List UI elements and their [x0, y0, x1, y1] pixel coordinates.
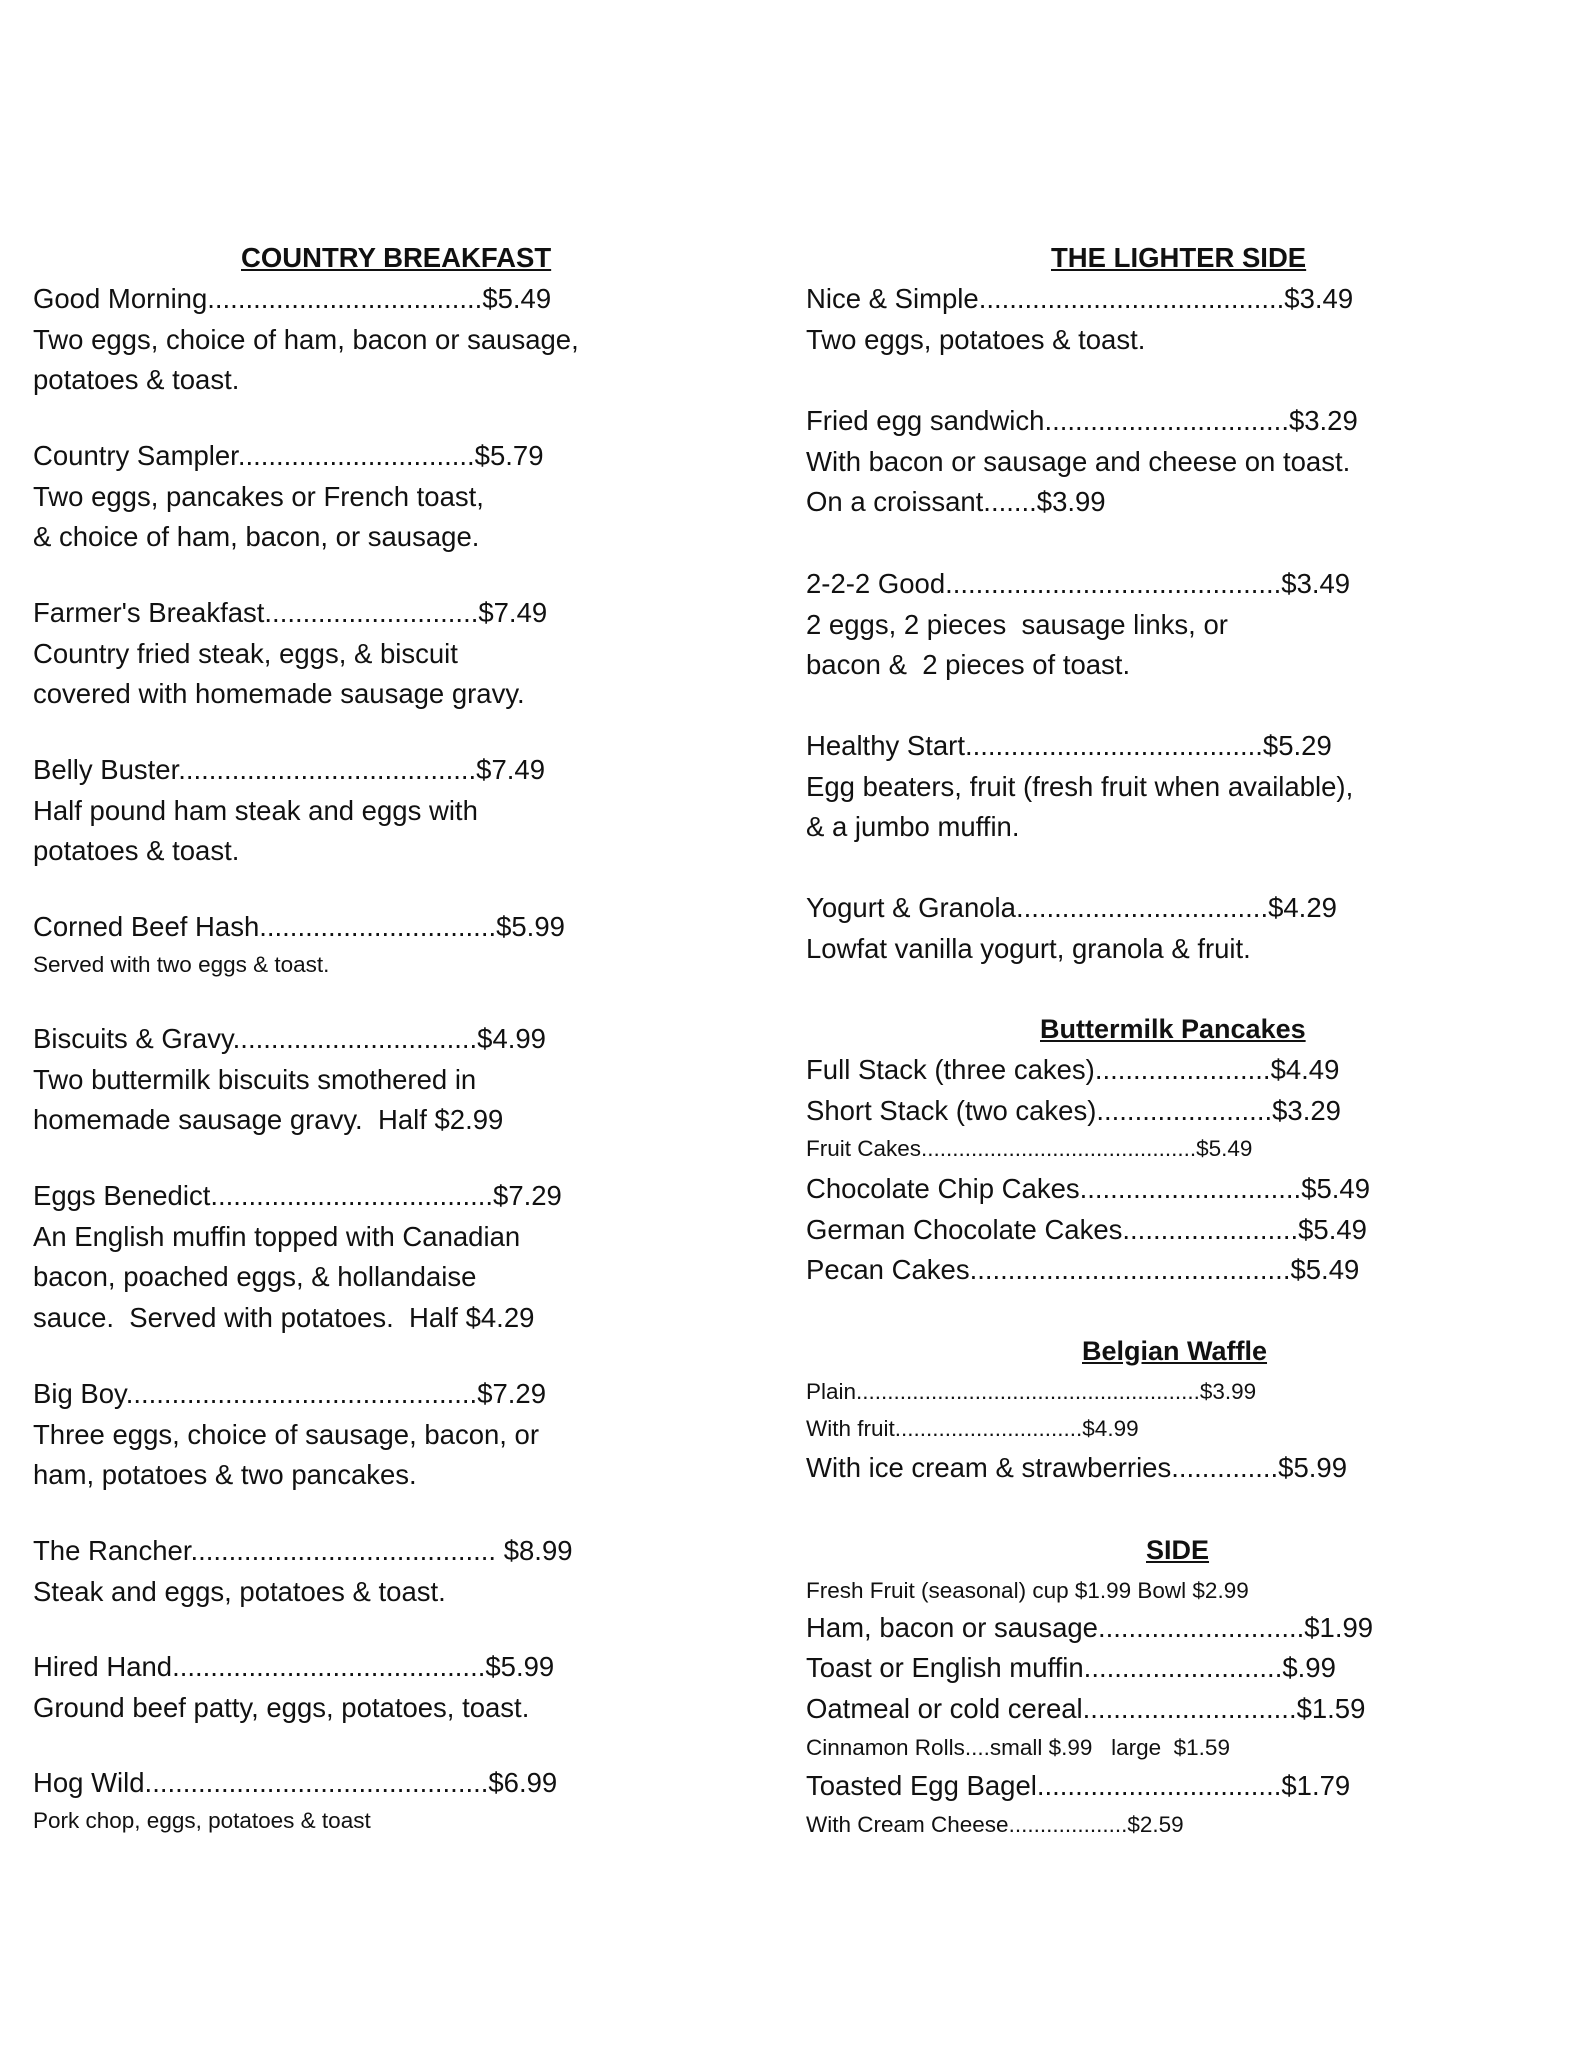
menu-item-full-stack: Full Stack (three cakes).......................$4.49 [806, 1054, 1340, 1085]
menu-item-description: bacon, poached eggs, & hollandaise [33, 1261, 477, 1292]
menu-item-short-stack: Short Stack (two cakes).......................$3.29 [806, 1095, 1341, 1126]
menu-item-fruit-cakes: Fruit Cakes............................................$5.49 [806, 1136, 1253, 1161]
menu-item-corned-beef-hash: Corned Beef Hash...............................$5.99 [33, 911, 565, 942]
menu-item-hog-wild: Hog Wild.............................................$6.99 [33, 1767, 558, 1798]
menu-item-toast-muffin: Toast or English muffin..........................$.99 [806, 1652, 1336, 1683]
menu-item-pecan-cakes: Pecan Cakes..........................................$5.49 [806, 1254, 1360, 1285]
menu-item-description: Country fried steak, eggs, & biscuit [33, 638, 458, 669]
menu-item-country-sampler: Country Sampler...............................$5.79 [33, 440, 544, 471]
menu-item-description: potatoes & toast. [33, 364, 240, 395]
country-breakfast-heading: COUNTRY BREAKFAST [241, 242, 552, 273]
menu-item-2-2-2-good: 2-2-2 Good............................................$3.49 [806, 568, 1351, 599]
menu-item-cinnamon-rolls: Cinnamon Rolls....small $.99 large $1.59 [806, 1735, 1230, 1760]
menu-item-hired-hand: Hired Hand.........................................$5.99 [33, 1651, 555, 1682]
menu-item-belly-buster: Belly Buster.......................................$7.49 [33, 754, 545, 785]
menu-item-description: Lowfat vanilla yogurt, granola & fruit. [806, 933, 1251, 964]
menu-item-description: Half pound ham steak and eggs with [33, 795, 478, 826]
menu-item-the-rancher: The Rancher........................................ $8.99 [33, 1535, 573, 1566]
menu-item-description: Steak and eggs, potatoes & toast. [33, 1576, 446, 1607]
menu-item-description: sauce. Served with potatoes. Half $4.29 [33, 1302, 535, 1333]
menu-item-fresh-fruit: Fresh Fruit (seasonal) cup $1.99 Bowl $2.99 [806, 1578, 1249, 1603]
menu-item-cream-cheese: With Cream Cheese...................$2.59 [806, 1812, 1184, 1837]
waffle-heading: Belgian Waffle [1082, 1336, 1268, 1366]
menu-item-ham-bacon-sausage: Ham, bacon or sausage...........................$1.99 [806, 1612, 1374, 1643]
side-heading: SIDE [1146, 1535, 1210, 1565]
menu-item-description: covered with homemade sausage gravy. [33, 678, 525, 709]
menu-item-german-chocolate-cakes: German Chocolate Cakes.......................$5.49 [806, 1214, 1367, 1245]
menu-item-waffle-with-fruit: With fruit..............................$4.99 [806, 1416, 1139, 1441]
menu-item-nice-simple: Nice & Simple........................................$3.49 [806, 283, 1354, 314]
menu-item-healthy-start: Healthy Start.......................................$5.29 [806, 730, 1332, 761]
menu-item-description: Two eggs, pancakes or French toast, [33, 481, 484, 512]
menu-item-description: 2 eggs, 2 pieces sausage links, or [806, 609, 1228, 640]
menu-item-description: ham, potatoes & two pancakes. [33, 1459, 417, 1490]
menu-item-waffle-plain: Plain.......................................................$3.99 [806, 1379, 1257, 1404]
pancakes-heading: Buttermilk Pancakes [1040, 1014, 1306, 1044]
menu-item-croissant: On a croissant.......$3.99 [806, 486, 1106, 517]
menu-item-oatmeal-cereal: Oatmeal or cold cereal............................$1.59 [806, 1693, 1366, 1724]
menu-item-description: & choice of ham, bacon, or sausage. [33, 521, 480, 552]
menu-item-waffle-ice-cream: With ice cream & strawberries..............$5.99 [806, 1452, 1348, 1483]
menu-item-eggs-benedict: Eggs Benedict.....................................$7.29 [33, 1180, 562, 1211]
lighter-side-heading: THE LIGHTER SIDE [1051, 242, 1307, 273]
menu-item-description: potatoes & toast. [33, 835, 240, 866]
menu-item-description: Served with two eggs & toast. [33, 952, 330, 977]
menu-item-farmers-breakfast: Farmer's Breakfast............................$7.49 [33, 597, 548, 628]
menu-item-description: Two eggs, choice of ham, bacon or sausage, [33, 324, 579, 355]
menu-item-description: bacon & 2 pieces of toast. [806, 649, 1131, 680]
menu-item-description: Two buttermilk biscuits smothered in [33, 1064, 477, 1095]
menu-item-description: An English muffin topped with Canadian [33, 1221, 521, 1252]
menu-item-description: Three eggs, choice of sausage, bacon, or [33, 1419, 540, 1450]
menu-item-biscuits-gravy: Biscuits & Gravy................................$4.99 [33, 1023, 546, 1054]
menu-item-description: Egg beaters, fruit (fresh fruit when available), [806, 771, 1354, 802]
menu-item-toasted-egg-bagel: Toasted Egg Bagel................................$1.79 [806, 1770, 1351, 1801]
menu-item-description: homemade sausage gravy. Half $2.99 [33, 1104, 504, 1135]
menu-item-chocolate-chip-cakes: Chocolate Chip Cakes.............................$5.49 [806, 1173, 1371, 1204]
menu-item-description: With bacon or sausage and cheese on toast. [806, 446, 1351, 477]
menu-item-description: & a jumbo muffin. [806, 811, 1020, 842]
menu-item-big-boy: Big Boy..............................................$7.29 [33, 1378, 547, 1409]
menu-item-description: Pork chop, eggs, potatoes & toast [33, 1808, 371, 1833]
menu-item-description: Two eggs, potatoes & toast. [806, 324, 1146, 355]
menu-item-description: Ground beef patty, eggs, potatoes, toast. [33, 1692, 530, 1723]
menu-item-yogurt-granola: Yogurt & Granola.................................$4.29 [806, 892, 1337, 923]
menu-item-fried-egg-sandwich: Fried egg sandwich................................$3.29 [806, 405, 1358, 436]
menu-item-good-morning: Good Morning....................................$5.49 [33, 283, 552, 314]
